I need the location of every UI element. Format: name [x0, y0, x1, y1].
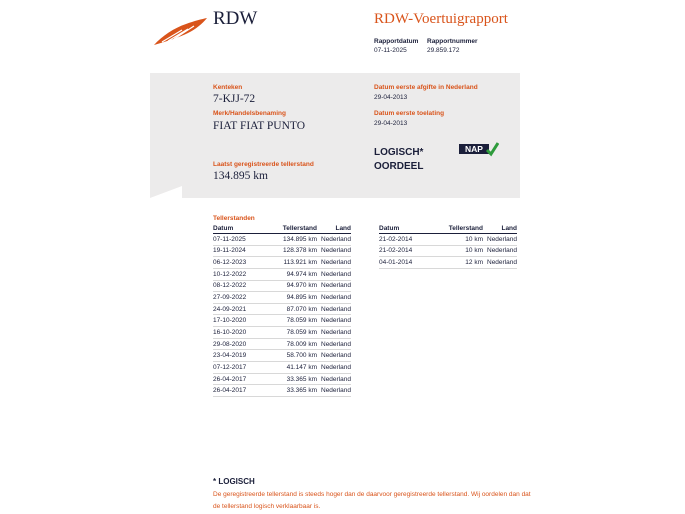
table-row	[213, 350, 351, 362]
row-odometer: 134.895 km	[265, 234, 317, 246]
row-date: 24-09-2021	[213, 303, 265, 315]
first-nl-date-value: 29-04-2013	[374, 94, 408, 101]
row-date: 26-04-2017	[213, 373, 265, 385]
table-row	[213, 338, 351, 350]
row-country: Nederland	[317, 338, 351, 350]
row-country: Nederland	[317, 350, 351, 362]
row-date: 16-10-2020	[213, 327, 265, 339]
row-country: Nederland	[317, 385, 351, 397]
row-date: 07-11-2025	[213, 234, 265, 246]
table-row	[213, 268, 351, 280]
table-row	[213, 362, 351, 374]
row-country: Nederland	[317, 257, 351, 269]
row-country: Nederland	[317, 292, 351, 304]
table-row	[213, 373, 351, 385]
col-odometer-header: Tellerstand	[431, 224, 483, 234]
vehicle-info-panel	[150, 73, 520, 198]
verdict-line-2: OORDEEL	[374, 161, 424, 172]
row-country: Nederland	[483, 245, 517, 257]
panel-notch-edge	[150, 186, 182, 198]
row-country: Nederland	[317, 280, 351, 292]
row-odometer: 10 km	[431, 234, 483, 246]
row-odometer: 12 km	[431, 257, 483, 269]
nap-logo-text: NAP	[465, 144, 483, 155]
make-label: Merk/Handelsbenaming	[213, 110, 286, 117]
row-date: 17-10-2020	[213, 315, 265, 327]
plate-value: 7-KJJ-72	[213, 93, 256, 105]
row-country: Nederland	[317, 303, 351, 315]
row-country: Nederland	[317, 268, 351, 280]
row-country: Nederland	[317, 362, 351, 374]
col-odometer-header: Tellerstand	[265, 224, 317, 234]
table-row	[213, 385, 351, 397]
row-date: 07-12-2017	[213, 362, 265, 374]
row-date: 29-08-2020	[213, 338, 265, 350]
make-value: FIAT FIAT PUNTO	[213, 120, 306, 132]
table-row	[213, 303, 351, 315]
table-row	[213, 315, 351, 327]
row-date: 26-04-2017	[213, 385, 265, 397]
row-date: 21-02-2014	[379, 234, 431, 246]
row-odometer: 10 km	[431, 245, 483, 257]
report-date-label: Rapportdatum	[374, 38, 419, 45]
table-header-row	[379, 224, 517, 234]
col-country-header: Land	[317, 224, 351, 234]
report-title: RDW-Voertuigrapport	[374, 11, 508, 27]
col-country-header: Land	[483, 224, 517, 234]
readings-title: Tellerstanden	[213, 215, 255, 222]
row-date: 27-09-2022	[213, 292, 265, 304]
row-country: Nederland	[317, 234, 351, 246]
table-header-row	[213, 224, 351, 234]
table-row	[213, 257, 351, 269]
row-odometer: 87.070 km	[265, 303, 317, 315]
report-date-value: 07-11-2025	[374, 47, 407, 54]
table-row	[213, 280, 351, 292]
row-odometer: 78.059 km	[265, 315, 317, 327]
row-odometer: 33.365 km	[265, 373, 317, 385]
table-row	[213, 292, 351, 304]
row-date: 04-01-2014	[379, 257, 431, 269]
row-odometer: 78.059 km	[265, 327, 317, 339]
row-date: 19-11-2024	[213, 245, 265, 257]
row-country: Nederland	[317, 373, 351, 385]
last-odometer-label: Laatst geregistreerde tellerstand	[213, 161, 314, 168]
verdict-line-1: LOGISCH*	[374, 147, 424, 158]
row-country: Nederland	[317, 327, 351, 339]
readings-table-left	[213, 224, 351, 397]
row-country: Nederland	[483, 257, 517, 269]
first-admission-value: 29-04-2013	[374, 120, 408, 127]
first-admission-label: Datum eerste toelating	[374, 110, 445, 117]
rdw-feather-logo-icon	[152, 16, 208, 48]
verdict	[374, 146, 423, 174]
table-row	[213, 245, 351, 257]
row-country: Nederland	[317, 315, 351, 327]
table-row	[213, 234, 351, 246]
brand-name: RDW	[213, 8, 258, 29]
footnote-title: * LOGISCH	[213, 477, 255, 486]
row-date: 23-04-2019	[213, 350, 265, 362]
col-date-header: Datum	[379, 224, 431, 234]
readings-table-right	[379, 224, 517, 269]
report-number-value: 29.859.172	[427, 47, 460, 54]
row-date: 21-02-2014	[379, 245, 431, 257]
row-odometer: 78.009 km	[265, 338, 317, 350]
first-nl-date-label: Datum eerste afgifte in Nederland	[374, 84, 478, 91]
table-row	[213, 327, 351, 339]
nap-logo-icon	[459, 141, 499, 157]
row-date: 10-12-2022	[213, 268, 265, 280]
row-odometer: 128.378 km	[265, 245, 317, 257]
row-odometer: 94.970 km	[265, 280, 317, 292]
row-odometer: 94.895 km	[265, 292, 317, 304]
row-country: Nederland	[483, 234, 517, 246]
plate-label: Kenteken	[213, 84, 243, 91]
row-date: 06-12-2023	[213, 257, 265, 269]
table-row	[379, 257, 517, 269]
table-row	[379, 234, 517, 246]
row-date: 08-12-2022	[213, 280, 265, 292]
report-number-label: Rapportnummer	[427, 38, 478, 45]
row-odometer: 33.365 km	[265, 385, 317, 397]
row-odometer: 113.921 km	[265, 257, 317, 269]
row-odometer: 94.974 km	[265, 268, 317, 280]
row-odometer: 41.147 km	[265, 362, 317, 374]
table-row	[379, 245, 517, 257]
last-odometer-value: 134.895 km	[213, 170, 268, 182]
row-odometer: 58.700 km	[265, 350, 317, 362]
footnote-text: De geregistreerde tellerstand is steeds hoger dan de daarvoor geregistreerde tellerstand. Wij oordelen dan dat de tellerstand logisch verklaarbaar is.	[213, 491, 531, 510]
row-country: Nederland	[317, 245, 351, 257]
col-date-header: Datum	[213, 224, 265, 234]
